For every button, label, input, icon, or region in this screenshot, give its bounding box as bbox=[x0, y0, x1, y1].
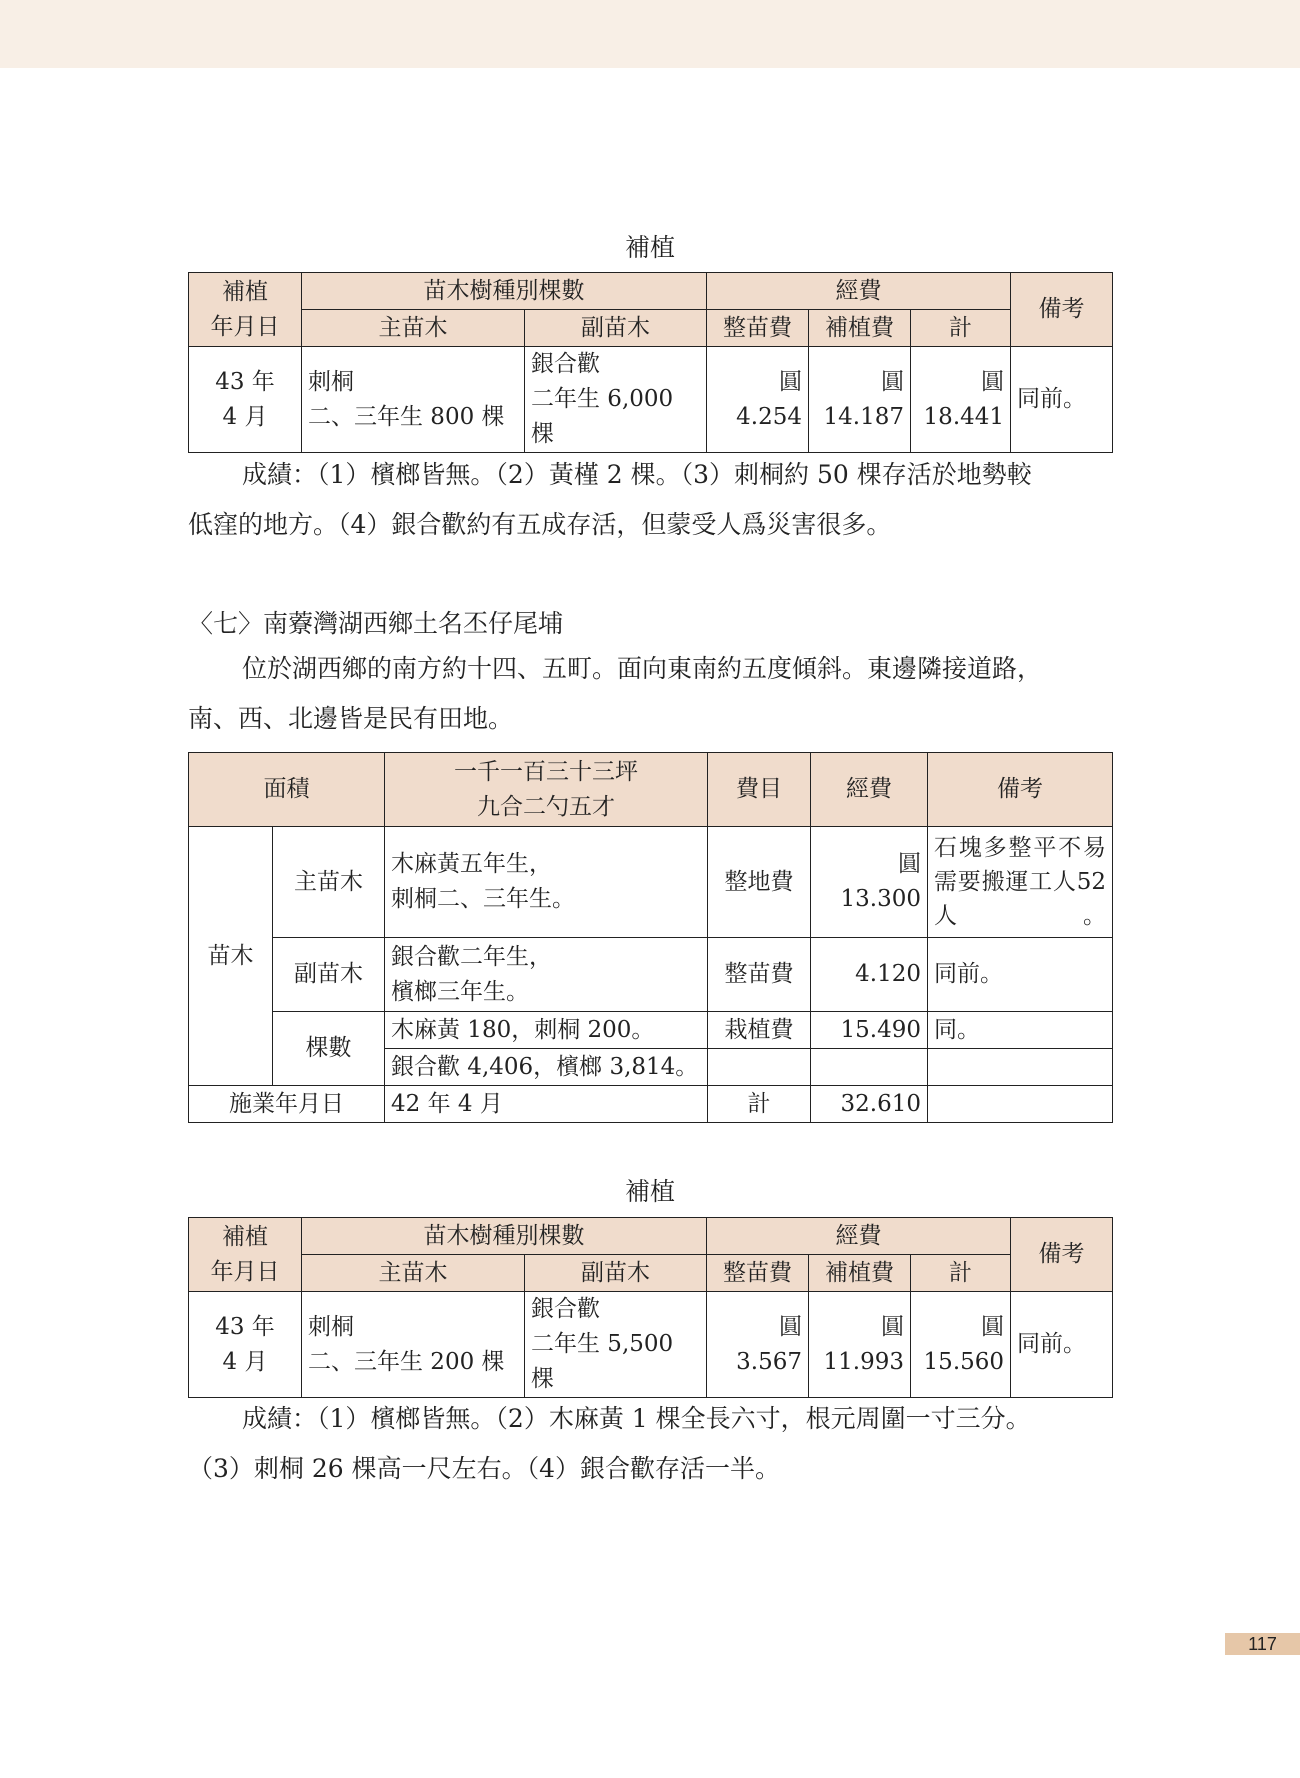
remarks-header: 備考 bbox=[928, 753, 1113, 827]
total-cost: 32.610 bbox=[811, 1086, 928, 1123]
empty-cell bbox=[928, 1049, 1113, 1086]
section-desc-line-1: 位於湖西鄉的南方約十四、五町。面向東南約五度傾斜。東邊隣接道路， bbox=[242, 654, 1043, 683]
header-plant-cost: 補植費 bbox=[809, 310, 911, 347]
cell-prep-cost: 圓 4.254 bbox=[707, 347, 809, 453]
sub-seedling-label: 副苗木 bbox=[273, 938, 385, 1012]
cell-remarks: 同前。 bbox=[1011, 1292, 1113, 1398]
header-main-seedling: 主苗木 bbox=[302, 310, 525, 347]
cell-total: 圓 15.560 bbox=[911, 1292, 1011, 1398]
empty-cell bbox=[811, 1049, 928, 1086]
cell-plant-cost: 圓 14.187 bbox=[809, 347, 911, 453]
table2-site-details bbox=[188, 752, 1113, 1123]
sub-cost: 4.120 bbox=[811, 938, 928, 1012]
cost-header: 經費 bbox=[811, 753, 928, 827]
sub-seedling-value: 銀合歡二年生， 檳榔三年生。 bbox=[385, 938, 708, 1012]
main-seedling-label: 主苗木 bbox=[273, 827, 385, 938]
count-remarks: 同。 bbox=[928, 1012, 1113, 1049]
seedling-label: 苗木 bbox=[189, 827, 273, 1086]
section-title: 〈七〉南藔灣湖西鄉土名丕仔尾埔 bbox=[188, 609, 564, 638]
table3-replanting bbox=[188, 1217, 1113, 1398]
header-total: 計 bbox=[911, 310, 1011, 347]
header-prep-cost: 整苗費 bbox=[707, 310, 809, 347]
result-2-line-2: （3）刺桐 26 棵高一尺左右。（4）銀合歡存活一半。 bbox=[188, 1454, 781, 1483]
cell-main-seedling: 刺桐 二、三年生 800 棵 bbox=[302, 347, 525, 453]
cell-plant-cost: 圓 11.993 bbox=[809, 1292, 911, 1398]
count-value-2: 銀合歡 4,406，檳榔 3,814。 bbox=[385, 1049, 708, 1086]
count-label: 棵數 bbox=[273, 1012, 385, 1086]
total-label: 計 bbox=[708, 1086, 811, 1123]
result-paragraph-1 bbox=[188, 450, 1112, 550]
header-species-group: 苗木樹種別棵數 bbox=[302, 273, 707, 310]
result-1-line-1: 成績：（1）檳榔皆無。（2）黃槿 2 棵。（3）刺桐約 50 棵存活於地勢較 bbox=[242, 460, 1032, 489]
cell-remarks: 同前。 bbox=[1011, 347, 1113, 453]
section-desc-line-2: 南、西、北邊皆是民有田地。 bbox=[188, 704, 514, 733]
empty-cell bbox=[928, 1086, 1113, 1123]
header-plant-cost: 補植費 bbox=[809, 1255, 911, 1292]
header-sub-seedling: 副苗木 bbox=[525, 310, 707, 347]
header-remarks: 備考 bbox=[1011, 273, 1113, 347]
table3-caption: 補植 bbox=[624, 1177, 675, 1206]
area-value: 一千一百三十三坪 九合二勺五才 bbox=[385, 753, 708, 827]
header-prep-cost: 整苗費 bbox=[707, 1255, 809, 1292]
table1-replanting bbox=[188, 272, 1113, 453]
main-seedling-value: 木麻黃五年生， 刺桐二、三年生。 bbox=[385, 827, 708, 938]
page-header-band bbox=[0, 0, 1300, 68]
section-description bbox=[188, 644, 1112, 744]
count-cost-item: 栽植費 bbox=[708, 1012, 811, 1049]
result-1-line-2: 低窪的地方。（4）銀合歡約有五成存活，但蒙受人爲災害很多。 bbox=[188, 510, 892, 539]
header-remarks: 備考 bbox=[1011, 1218, 1113, 1292]
header-species-group: 苗木樹種別棵數 bbox=[302, 1218, 707, 1255]
header-main-seedling: 主苗木 bbox=[302, 1255, 525, 1292]
header-sub-seedling: 副苗木 bbox=[525, 1255, 707, 1292]
cell-date: 43 年 4 月 bbox=[189, 1292, 302, 1398]
page-number: 117 bbox=[1225, 1633, 1300, 1655]
header-date: 補植 年月日 bbox=[189, 1218, 302, 1292]
sub-cost-item: 整苗費 bbox=[708, 938, 811, 1012]
header-total: 計 bbox=[911, 1255, 1011, 1292]
count-value-1: 木麻黃 180，刺桐 200。 bbox=[385, 1012, 708, 1049]
start-date-label: 施業年月日 bbox=[189, 1086, 385, 1123]
count-cost: 15.490 bbox=[811, 1012, 928, 1049]
header-cost-group: 經費 bbox=[707, 1218, 1011, 1255]
start-date-value: 42 年 4 月 bbox=[385, 1086, 708, 1123]
main-cost: 圓 13.300 bbox=[811, 827, 928, 938]
area-label: 面積 bbox=[189, 753, 385, 827]
main-remarks: 石塊多整平不易需要搬運工人52人。 bbox=[928, 827, 1113, 938]
cell-sub-seedling: 銀合歡 二年生 5,500 棵 bbox=[525, 1292, 707, 1398]
result-paragraph-2 bbox=[188, 1394, 1112, 1494]
table1-caption: 補植 bbox=[624, 233, 675, 262]
header-cost-group: 經費 bbox=[707, 273, 1011, 310]
cell-date: 43 年 4 月 bbox=[189, 347, 302, 453]
header-date: 補植 年月日 bbox=[189, 273, 302, 347]
result-2-line-1: 成績：（1）檳榔皆無。（2）木麻黃 1 棵全長六寸，根元周圍一寸三分。 bbox=[242, 1404, 1031, 1433]
cell-total: 圓 18.441 bbox=[911, 347, 1011, 453]
cell-main-seedling: 刺桐 二、三年生 200 棵 bbox=[302, 1292, 525, 1398]
empty-cell bbox=[708, 1049, 811, 1086]
cell-sub-seedling: 銀合歡 二年生 6,000 棵 bbox=[525, 347, 707, 453]
main-cost-item: 整地費 bbox=[708, 827, 811, 938]
sub-remarks: 同前。 bbox=[928, 938, 1113, 1012]
cost-item-header: 費目 bbox=[708, 753, 811, 827]
cell-prep-cost: 圓 3.567 bbox=[707, 1292, 809, 1398]
